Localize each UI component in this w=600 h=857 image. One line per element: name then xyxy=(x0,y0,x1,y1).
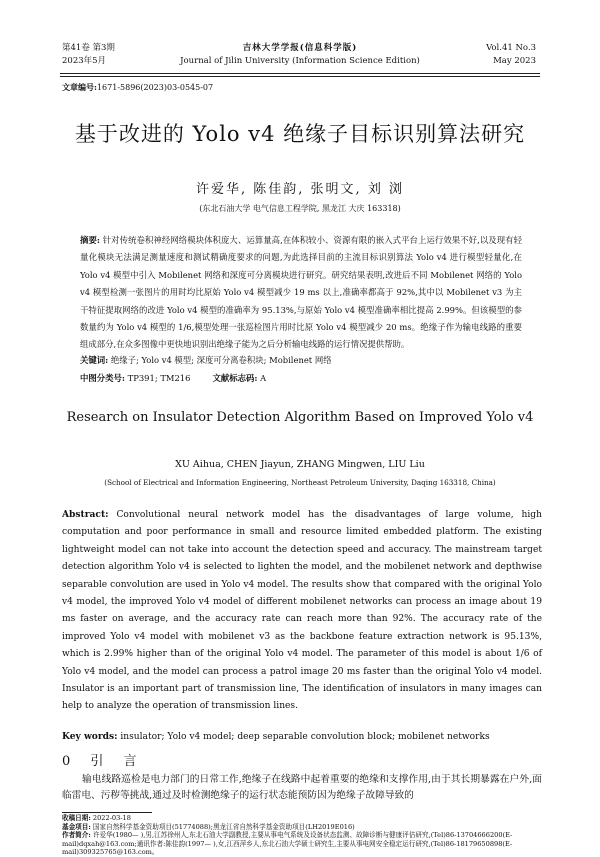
keywords-cn-text: 绝缘子; Yolo v4 模型; 深度可分离卷积块; Mobilenet 网络 xyxy=(108,355,332,365)
volume-issue: 第41卷 第3期 xyxy=(62,43,115,53)
abstract-cn xyxy=(80,232,522,354)
received-label: 收稿日期: xyxy=(62,814,91,822)
received-date: 2022-03-18 xyxy=(90,814,131,822)
footnotes xyxy=(62,814,542,857)
clc-value: TP391; TM216 xyxy=(124,373,191,383)
author-label: 作者简介: xyxy=(62,831,91,840)
fund-text: 国家自然科学基金资助项目(51774088);黑龙江省自然科学基金资助项目(LH2019E016) xyxy=(90,822,355,831)
footnote-rule xyxy=(62,812,152,813)
date-cn: 2023年5月 xyxy=(62,56,107,66)
article-number xyxy=(62,82,213,93)
author-text: 许爱华(1980— ),男,江苏徐州人,东北石油大学副教授,主要从事电气系统及设备状态监测、故障诊断与健康评估研究,(Tel)86-13704666200(E-mail)dqxah@163.com;通讯作者:陈佳韵(1997— ),女,江西萍乡人,东北石油大学硕士研究生,主要从事电网安全稳定运行研究,(Tel)86-18179650898(E-mail)309325765@163.com。 xyxy=(62,831,513,857)
affiliation-en: (School of Electrical and Information Engineering, Northeast Petroleum University, Daqing 163318, China) xyxy=(104,478,496,487)
keywords-en xyxy=(62,731,542,742)
keywords-cn xyxy=(80,354,522,366)
journal-name-cn: 吉林大学学报(信息科学版) xyxy=(242,43,358,53)
abstract-en-text: Convolutional neural network model has the disadvantages of large volume, high computation and poor performance in small and resource limited embedded platform. The existing lightweight model can not take into account the detection speed and accuracy. The mainstream target detection algorithm Yolo v4 is selected to lighten the model, and the mobilenet network and depthwise separable convolution are used in Yolo v4 model. The results show that compared with the original Yolo v4 model, the improved Yolo v4 model of different mobilenet networks can process an image about 19 ms faster on average, and the accuracy rate can reach more than 92%. The accuracy rate of the improved Yolo v4 model with mobilenet v3 as the backbone feature extraction network is 95.13%, which is 2.99% higher than of the original Yolo v4 model. The parameter of this model is about 1/6 of Yolo v4 model, and the model can process a patrol image 20 ms faster than the original Yolo v4 model. Insulator is an important part of transmission line, The identification of insulators in many images can help to analyze the operation of transmission lines. xyxy=(62,510,542,712)
affiliation-cn: (东北石油大学 电气信息工程学院, 黑龙江 大庆 163318) xyxy=(199,204,401,213)
body-paragraph: 输电线路巡检是电力部门的日常工作,绝缘子在线路中起着重要的绝缘和支撑作用,由于其长期暴露在户外,面临雷电、污秽等挑战,通过及时检测绝缘子的运行状态能预防因为绝缘子故障导致的 xyxy=(62,774,542,801)
article-number-label: 文章编号: xyxy=(62,82,97,92)
article-number-value: 1671-5896(2023)03-0545-07 xyxy=(96,83,214,92)
abstract-cn-label: 摘要: xyxy=(80,235,100,245)
abstract-cn-text: 针对传统卷积神经网络模块体积庞大、运算量高,在体积较小、资源有限的嵌入式平台上运行效果不好,以及现有轻量化模块无法满足测量速度和测试精确度要求的问题,为此选择目前的主流目标识别算法 Yolo v4 进行模型轻量化,在 Yolo v4 模型中引入 Mobilenet 网络和深度可分离模块进行研究。研究结果表明,改进后不同 Mobilenet 网络的 Yolo v4 模型检测一张图片的用时均比原始 Yolo v4 模型减少 19 ms 以上,准确率都高于 92%,其中以 Mobilenet v3 为主干特征提取网络的改进 Yolo v4 模型的准确率为 95.13%,与原始 Yolo v4 模型准确率相比提高 2.99%。但该模型的参数量约为 Yolo v4 模型的 1/6,模型处理一张巡检图片用时比原 Yolo v4 模型减少 20 ms。绝缘子作为输电线路的重要组成部分,在众多图像中更快地识别出绝缘子能为之后分析输电线路的运行情况提供帮助。 xyxy=(80,235,523,350)
footnote-fund xyxy=(62,823,542,832)
keywords-en-label: Key words: xyxy=(62,731,118,742)
abstract-en xyxy=(62,506,542,716)
header-rule-bottom xyxy=(60,76,540,77)
header-left xyxy=(62,42,115,68)
title-en: Research on Insulator Detection Algorithm Based on Improved Yolo v4 xyxy=(66,410,534,425)
keywords-cn-label: 关键词: xyxy=(80,355,109,365)
doc-code-value: A xyxy=(257,373,267,383)
classification xyxy=(80,372,522,384)
authors-cn: 许爱华, 陈佳韵, 张明文, 刘 浏 xyxy=(196,182,404,197)
header-rule-top xyxy=(60,73,540,74)
keywords-en-text: insulator; Yolo v4 model; deep separable convolution block; mobilenet networks xyxy=(117,732,490,742)
vol-no-en: Vol.41 No.3 xyxy=(486,43,536,53)
header-center xyxy=(150,42,450,68)
clc-label: 中图分类号: xyxy=(80,373,125,383)
footnote-received xyxy=(62,814,542,823)
header-right xyxy=(486,42,536,68)
date-en: May 2023 xyxy=(493,56,536,66)
section-heading: 0 引 言 xyxy=(62,754,145,769)
footnote-author xyxy=(62,831,542,857)
journal-name-en: Journal of Jilin University (Information Science Edition) xyxy=(180,56,420,66)
authors-en: XU Aihua, CHEN Jiayun, ZHANG Mingwen, LIU Liu xyxy=(175,459,425,470)
abstract-en-label: Abstract: xyxy=(62,509,109,520)
title-cn: 基于改进的 Yolo v4 绝缘子目标识别算法研究 xyxy=(74,122,526,146)
fund-label: 基金项目: xyxy=(62,822,91,831)
doc-code-label: 文献标志码: xyxy=(212,373,258,383)
